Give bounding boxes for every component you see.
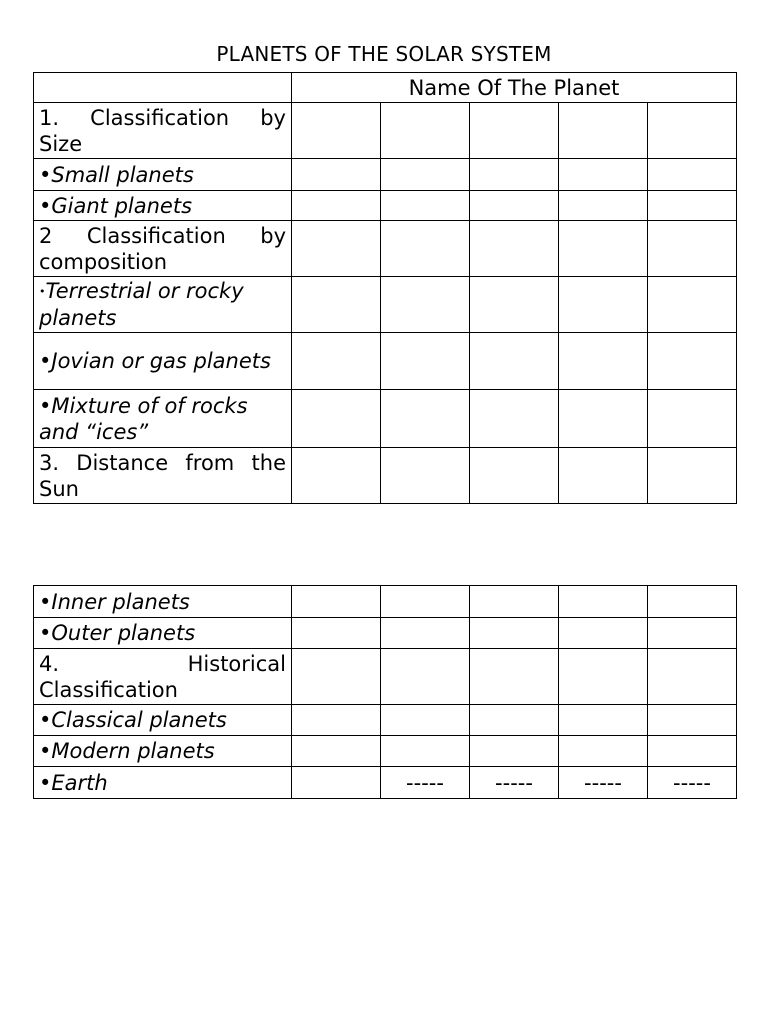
table-row <box>34 649 737 705</box>
bullet-icon: • <box>39 621 52 645</box>
answer-cell[interactable] <box>381 221 470 277</box>
table-row <box>34 191 737 221</box>
answer-cell[interactable] <box>648 586 737 618</box>
answer-cell[interactable] <box>381 159 470 191</box>
answer-cell[interactable] <box>470 705 559 736</box>
answer-cell[interactable] <box>381 448 470 504</box>
answer-cell[interactable] <box>292 277 381 333</box>
answer-cell[interactable] <box>381 390 470 448</box>
answer-cell[interactable] <box>559 618 648 649</box>
answer-cell[interactable] <box>559 277 648 333</box>
answer-cell[interactable] <box>292 618 381 649</box>
answer-cell[interactable] <box>381 191 470 221</box>
planet-name-header: Name Of The Planet <box>292 73 737 103</box>
classification-table-2 <box>33 585 737 799</box>
answer-cell[interactable] <box>381 705 470 736</box>
table-row-earth <box>34 767 737 799</box>
row-label: •Terrestrial or rocky planets <box>34 277 292 333</box>
answer-cell[interactable] <box>292 103 381 159</box>
answer-cell[interactable] <box>470 277 559 333</box>
answer-cell[interactable] <box>648 221 737 277</box>
table-row <box>34 586 737 618</box>
table-row <box>34 159 737 191</box>
answer-cell[interactable] <box>381 277 470 333</box>
header-blank-cell <box>34 73 292 103</box>
answer-cell[interactable] <box>648 277 737 333</box>
answer-cell[interactable] <box>559 390 648 448</box>
answer-cell[interactable] <box>381 649 470 705</box>
answer-cell[interactable] <box>470 159 559 191</box>
answer-cell[interactable] <box>648 390 737 448</box>
answer-cell[interactable] <box>292 159 381 191</box>
answer-cell[interactable] <box>559 191 648 221</box>
answer-cell[interactable] <box>292 767 381 799</box>
table-row <box>34 103 737 159</box>
answer-cell[interactable] <box>292 736 381 767</box>
row-label: •Giant planets <box>34 191 292 221</box>
page-title: PLANETS OF THE SOLAR SYSTEM <box>216 42 552 66</box>
bullet-icon: • <box>39 193 52 218</box>
answer-cell[interactable] <box>559 103 648 159</box>
row-label: •Jovian or gas planets <box>34 333 292 390</box>
dash-cell: ----- <box>648 767 737 799</box>
row-label: •Small planets <box>34 159 292 191</box>
table-row <box>34 736 737 767</box>
row-label: 3. Distance from the Sun <box>34 448 292 504</box>
answer-cell[interactable] <box>292 448 381 504</box>
answer-cell[interactable] <box>470 191 559 221</box>
row-label: •Inner planets <box>34 586 292 618</box>
table-header-row <box>34 73 737 103</box>
answer-cell[interactable] <box>292 221 381 277</box>
answer-cell[interactable] <box>559 221 648 277</box>
answer-cell[interactable] <box>381 618 470 649</box>
bullet-icon: • <box>39 285 46 298</box>
answer-cell[interactable] <box>470 736 559 767</box>
row-label: 2 Classification by composition <box>34 221 292 277</box>
answer-cell[interactable] <box>470 448 559 504</box>
answer-cell[interactable] <box>559 333 648 390</box>
row-label: •Modern planets <box>34 736 292 767</box>
answer-cell[interactable] <box>470 390 559 448</box>
bullet-icon: • <box>39 770 52 795</box>
answer-cell[interactable] <box>648 649 737 705</box>
row-label: •Classical planets <box>34 705 292 736</box>
answer-cell[interactable] <box>559 736 648 767</box>
classification-table-1 <box>33 72 737 504</box>
answer-cell[interactable] <box>470 618 559 649</box>
answer-cell[interactable] <box>648 705 737 736</box>
answer-cell[interactable] <box>470 103 559 159</box>
answer-cell[interactable] <box>381 103 470 159</box>
answer-cell[interactable] <box>648 191 737 221</box>
row-label: •Earth <box>34 767 292 799</box>
table-row <box>34 390 737 448</box>
row-label: •Outer planets <box>34 618 292 649</box>
answer-cell[interactable] <box>292 705 381 736</box>
table-row <box>34 705 737 736</box>
answer-cell[interactable] <box>648 333 737 390</box>
answer-cell[interactable] <box>292 649 381 705</box>
bullet-icon: • <box>39 708 52 732</box>
answer-cell[interactable] <box>292 191 381 221</box>
answer-cell[interactable] <box>381 736 470 767</box>
table-row <box>34 221 737 277</box>
row-label: 4. Historical Classification <box>34 649 292 705</box>
dash-cell: ----- <box>381 767 470 799</box>
answer-cell[interactable] <box>648 159 737 191</box>
table-row <box>34 448 737 504</box>
dash-cell: ----- <box>470 767 559 799</box>
row-label: 1. Classification by Size <box>34 103 292 159</box>
answer-cell[interactable] <box>470 221 559 277</box>
table-row <box>34 333 737 390</box>
dash-cell: ----- <box>559 767 648 799</box>
answer-cell[interactable] <box>648 736 737 767</box>
answer-cell[interactable] <box>292 586 381 618</box>
answer-cell[interactable] <box>470 586 559 618</box>
bullet-icon: • <box>39 739 52 763</box>
answer-cell[interactable] <box>381 586 470 618</box>
answer-cell[interactable] <box>559 586 648 618</box>
row-label: •Mixture of of rocks and “ices” <box>34 390 292 448</box>
answer-cell[interactable] <box>292 390 381 448</box>
answer-cell[interactable] <box>292 333 381 390</box>
answer-cell[interactable] <box>648 618 737 649</box>
bullet-icon: • <box>39 393 52 418</box>
table-row <box>34 277 737 333</box>
bullet-icon: • <box>39 589 52 614</box>
answer-cell[interactable] <box>559 705 648 736</box>
table-row <box>34 618 737 649</box>
bullet-icon: • <box>39 349 52 373</box>
answer-cell[interactable] <box>559 159 648 191</box>
answer-cell[interactable] <box>470 333 559 390</box>
answer-cell[interactable] <box>381 333 470 390</box>
answer-cell[interactable] <box>648 448 737 504</box>
bullet-icon: • <box>39 162 52 187</box>
answer-cell[interactable] <box>470 649 559 705</box>
answer-cell[interactable] <box>559 448 648 504</box>
answer-cell[interactable] <box>559 649 648 705</box>
answer-cell[interactable] <box>648 103 737 159</box>
